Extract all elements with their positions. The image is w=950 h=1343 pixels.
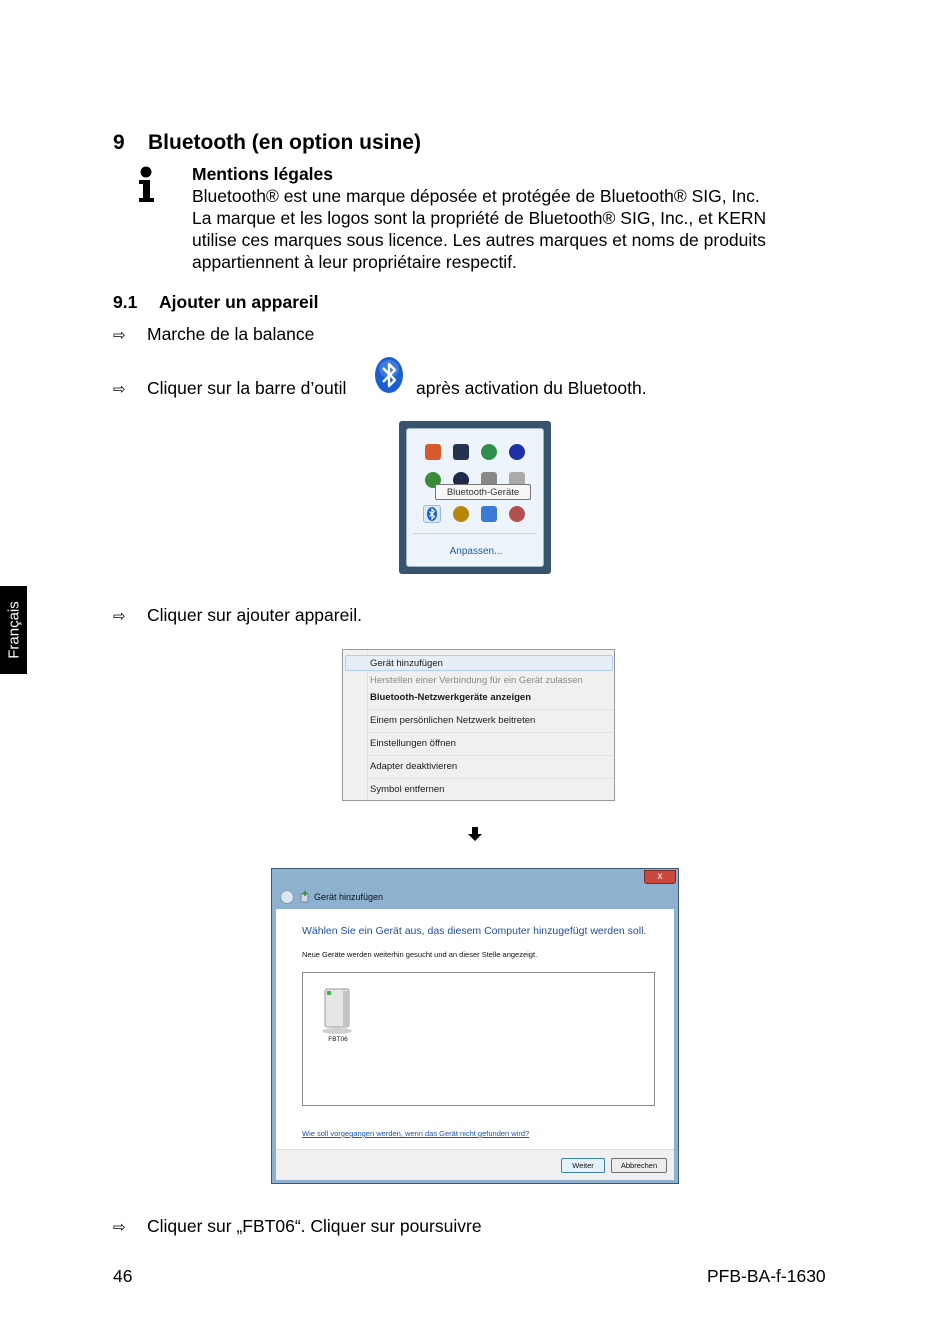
cancel-button[interactable]: Abbrechen: [611, 1158, 667, 1173]
dialog-footer: [276, 1149, 674, 1180]
menu-item-show-network-devices[interactable]: Bluetooth-Netzwerkgeräte anzeigen: [370, 692, 531, 703]
step-1-text: Marche de la balance: [147, 324, 315, 344]
bluetooth-tooltip: Bluetooth-Geräte: [435, 484, 531, 500]
next-button[interactable]: Weiter: [561, 1158, 605, 1173]
step-2-text-after: après activation du Bluetooth.: [416, 378, 647, 398]
dialog-client: [276, 909, 674, 1179]
dialog-heading: Wählen Sie ein Gerät aus, das diesem Computer hinzugefügt werden soll.: [302, 925, 647, 937]
menu-item-remove-icon[interactable]: Symbol entfernen: [370, 784, 445, 795]
language-tab: [0, 586, 27, 674]
add-device-icon: [300, 891, 310, 903]
arrow-right-icon: ⇨: [113, 1219, 126, 1236]
menu-item-join-network[interactable]: Einem persönlichen Netzwerk beitreten: [370, 715, 536, 726]
tray-app-icon[interactable]: [509, 506, 525, 522]
device-icon: [317, 983, 359, 1039]
dialog-title: Gerät hinzufügen: [314, 892, 384, 902]
document-id: PFB-BA-f-1630: [707, 1266, 826, 1286]
customize-link[interactable]: Anpassen...: [449, 546, 503, 557]
tray-popup: [399, 421, 551, 574]
legal-note-line: La marque et les logos sont la propriété de Bluetooth® SIG, Inc., et KERN: [192, 208, 767, 228]
step-4-text: Cliquer sur „FBT06“. Cliquer sur poursuivre: [147, 1216, 482, 1236]
legal-note-title: Mentions légales: [192, 164, 334, 184]
menu-separator: [369, 732, 613, 733]
menu-separator: [369, 755, 613, 756]
menu-separator: [369, 709, 613, 710]
menu-separator: [369, 778, 613, 779]
info-icon: [133, 165, 161, 205]
arrow-right-icon: ⇨: [113, 381, 126, 398]
down-arrow-icon: [466, 825, 484, 843]
subsection-number: 9.1: [113, 292, 138, 312]
tray-app-icon[interactable]: [453, 506, 469, 522]
device-label: FBT06: [328, 1036, 348, 1043]
menu-item-open-settings[interactable]: Einstellungen öffnen: [370, 738, 456, 749]
legal-note-line: appartiennent à leur propriétaire respectif.: [192, 252, 517, 272]
step-2: [113, 378, 346, 399]
bluetooth-icon: [373, 355, 405, 395]
subsection-title: Ajouter un appareil: [159, 292, 319, 312]
network-icon[interactable]: [481, 444, 497, 460]
menu-item-allow-connection[interactable]: Herstellen einer Verbindung für ein Gerät zulassen: [370, 675, 583, 686]
step-3-text: Cliquer sur ajouter appareil.: [147, 605, 362, 625]
tray-panel: [406, 428, 544, 567]
device-list: [302, 972, 655, 1106]
legal-note-line: utilise ces marques sous licence. Les autres marques et noms de produits: [192, 230, 766, 250]
page-number: 46: [113, 1266, 133, 1286]
step-3: [113, 605, 362, 626]
step-4: [113, 1216, 482, 1237]
add-device-dialog: [271, 868, 679, 1184]
tray-app-icon[interactable]: [481, 506, 497, 522]
menu-gutter: [367, 650, 368, 800]
dialog-subtext: Neue Geräte werden weiterhin gesucht und an dieser Stelle angezeigt.: [302, 950, 538, 959]
close-button[interactable]: x: [644, 870, 676, 884]
section-title: Bluetooth (en option usine): [148, 131, 421, 154]
bluetooth-tray-icon[interactable]: [423, 505, 441, 523]
help-link[interactable]: Wie soll vorgegangen werden, wenn das Gerät nicht gefunden wird?: [302, 1129, 530, 1138]
dialog-titlebar: [276, 888, 674, 908]
arrow-right-icon: ⇨: [113, 608, 126, 625]
legal-note-line: Bluetooth® est une marque déposée et protégée de Bluetooth® SIG, Inc.: [192, 186, 760, 206]
bluetooth-context-menu: [342, 649, 615, 801]
audio-icon[interactable]: [509, 444, 525, 460]
bluetooth-icon: [424, 506, 440, 522]
tray-divider: [413, 533, 537, 534]
back-arrow-icon[interactable]: [280, 890, 294, 904]
legal-note: [192, 163, 842, 273]
subsection-heading: [113, 292, 318, 313]
section-heading: [113, 131, 421, 155]
arrow-right-icon: ⇨: [113, 327, 126, 344]
step-1: [113, 324, 314, 345]
menu-item-disable-adapter[interactable]: Adapter deaktivieren: [370, 761, 458, 772]
step-2-text: Cliquer sur la barre d’outil: [147, 378, 347, 398]
speaker-icon[interactable]: [425, 444, 441, 460]
menu-item-add-device[interactable]: Gerät hinzufügen: [370, 658, 443, 669]
section-number: 9: [113, 131, 125, 154]
monitor-icon[interactable]: [453, 444, 469, 460]
language-tab-label: Français: [5, 601, 22, 659]
